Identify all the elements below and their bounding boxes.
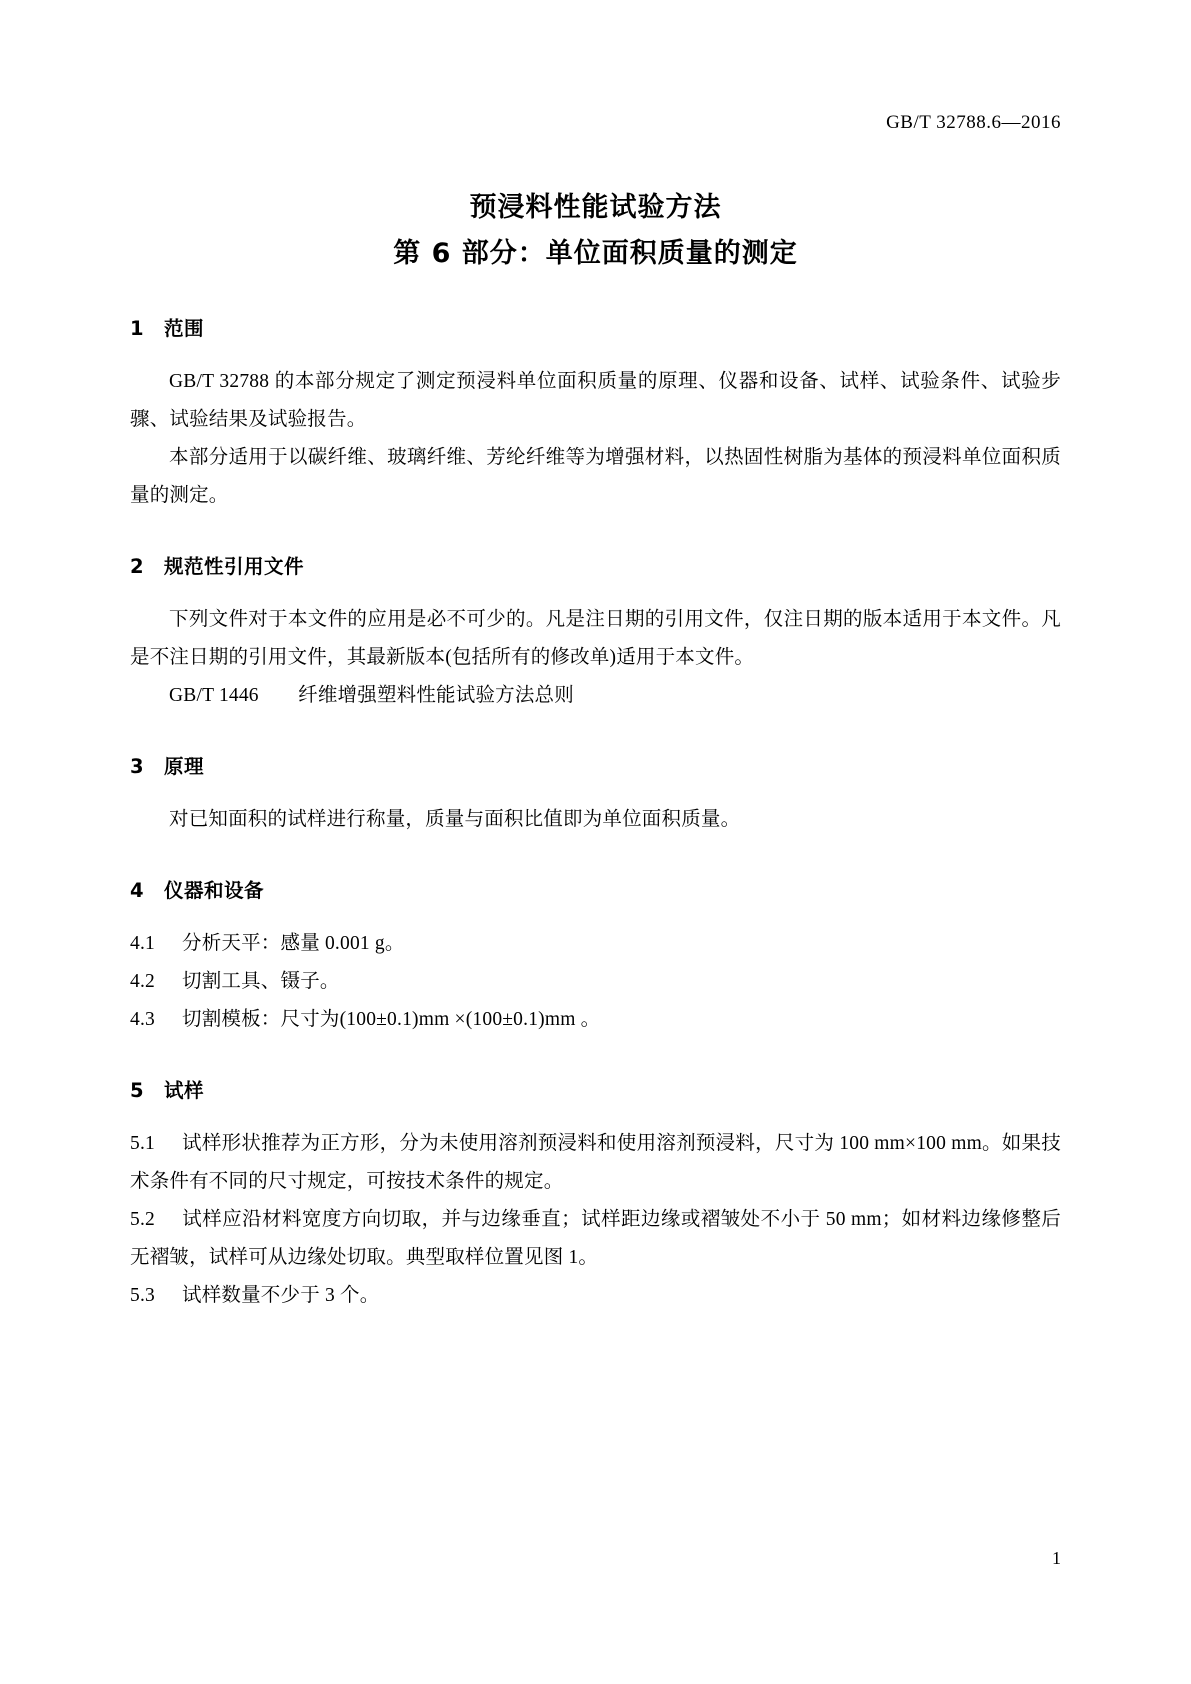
clause-heading-1 <box>130 313 1061 341</box>
clause-4-item-1-text: 分析天平：感量 0.001 g。 <box>182 933 405 954</box>
clause-4-item-2 <box>130 963 1061 1001</box>
clause-4-item-2-text: 切割工具、镊子。 <box>182 971 340 992</box>
clause-5-item-2-text: 试样应沿材料宽度方向切取，并与边缘垂直；试样距边缘或褶皱处不小于 50 mm；如材料边缘修整后无褶皱，试样可从边缘处切取。典型取样位置见图 1。 <box>130 1209 1061 1268</box>
clause-4-item-3-text: 切割模板：尺寸为(100±0.1)mm ×(100±0.1)mm 。 <box>182 1009 601 1030</box>
clause-number-1: 1 <box>130 317 145 340</box>
clause-1-paragraph-1: GB/T 32788 的本部分规定了测定预浸料单位面积质量的原理、仪器和设备、试样、试验条件、试验步骤、试验结果及试验报告。 <box>130 371 1061 430</box>
clause-5-item-1-text: 试样形状推荐为正方形，分为未使用溶剂预浸料和使用溶剂预浸料，尺寸为 100 mm×100 mm。如果技术条件有不同的尺寸规定，可按技术条件的规定。 <box>130 1133 1061 1192</box>
title-line-2: 第 6 部分：单位面积质量的测定 <box>393 238 798 269</box>
clause-heading-3 <box>130 751 1061 779</box>
clause-5-item-3-text: 试样数量不少于 3 个。 <box>182 1285 380 1306</box>
clause-title-1: 范围 <box>164 317 205 340</box>
clause-5-items <box>130 1125 1061 1315</box>
clause-2-reference: GB/T 1446 纤维增强塑料性能试验方法总则 <box>169 685 574 706</box>
document-content <box>130 185 1061 1315</box>
clause-title-4: 仪器和设备 <box>164 879 265 902</box>
page-number: 1 <box>1052 1548 1061 1568</box>
clause-1-paragraph-2: 本部分适用于以碳纤维、玻璃纤维、芳纶纤维等为增强材料，以热固性树脂为基体的预浸料单位面积质量的测定。 <box>130 447 1061 506</box>
clause-title-5: 试样 <box>164 1079 205 1102</box>
clause-4-item-1-number: 4.1 <box>130 933 155 954</box>
clause-4-item-3 <box>130 1001 1061 1039</box>
clause-4-item-1 <box>130 925 1061 963</box>
clause-5-item-3 <box>130 1277 1061 1315</box>
page-title <box>130 185 1061 277</box>
clause-3-paragraph-1: 对已知面积的试样进行称量，质量与面积比值即为单位面积质量。 <box>169 809 741 830</box>
clause-2-paragraph-1: 下列文件对于本文件的应用是必不可少的。凡是注日期的引用文件，仅注日期的版本适用于本文件。凡是不注日期的引用文件，其最新版本(包括所有的修改单)适用于本文件。 <box>130 609 1061 668</box>
clause-heading-2 <box>130 551 1061 579</box>
clause-5-item-2-number: 5.2 <box>130 1209 155 1230</box>
clause-heading-5 <box>130 1075 1061 1103</box>
title-line-1: 预浸料性能试验方法 <box>469 192 722 223</box>
clause-4-items <box>130 925 1061 1039</box>
page-header-standard-number: GB/T 32788.6—2016 <box>886 112 1061 133</box>
clause-5-item-1-number: 5.1 <box>130 1133 155 1154</box>
clause-heading-4 <box>130 875 1061 903</box>
clause-5-item-3-number: 5.3 <box>130 1285 155 1306</box>
clause-5-item-2 <box>130 1201 1061 1277</box>
clause-4-item-2-number: 4.2 <box>130 971 155 992</box>
clause-number-4: 4 <box>130 879 145 902</box>
clause-4-item-3-number: 4.3 <box>130 1009 155 1030</box>
clause-title-3: 原理 <box>164 755 205 778</box>
clause-number-3: 3 <box>130 755 145 778</box>
clause-5-item-1 <box>130 1125 1061 1201</box>
clause-title-2: 规范性引用文件 <box>164 555 305 578</box>
clause-number-5: 5 <box>130 1079 145 1102</box>
clause-number-2: 2 <box>130 555 145 578</box>
